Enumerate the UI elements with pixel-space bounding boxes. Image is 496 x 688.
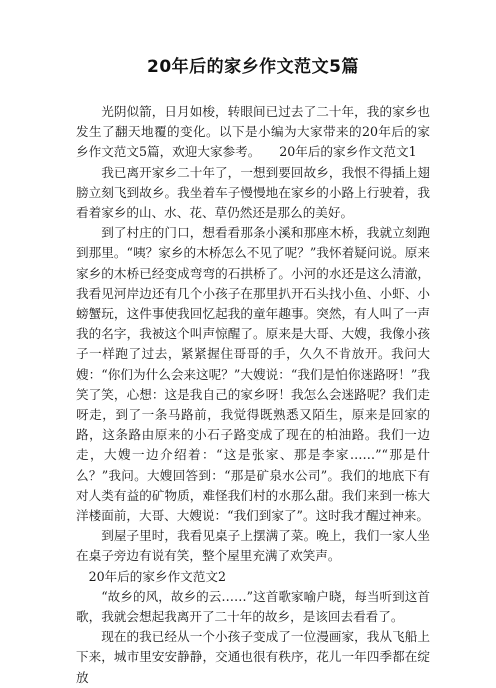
paragraph: 到屋子里时，我看见桌子上摆满了菜。晚上，我们一家人坐在桌子旁边有说有笑，整个屋里充满了欢笑声。 (76, 528, 430, 564)
document-body (76, 102, 430, 688)
paragraph: 我已离开家乡二十年了，一想到要回故乡，我恨不得插上翅膀立刻飞到故乡。我坐着车子慢慢地在家乡的小路上行驶着，我看着家乡的山、水、花、草仍然还是那么的美好。 (76, 164, 430, 221)
section-heading: 20年后的家乡作文范文2 (88, 568, 226, 584)
paragraph: 现在的我已经从一个小孩子变成了一位漫画家，我从飞船上下来，城市里安安静静，交通也很有秩序，花儿一年四季都在绽放 (76, 629, 430, 685)
document-title: 20年后的家乡作文范文5篇 (147, 57, 359, 77)
paragraph-intro: 光阴似箭，日月如梭，转眼间已过去了二十年，我的家乡也发生了翻天地覆的变化。以下是小编为大家带来的20年后的家乡作文范文5篇，欢迎大家参考。 20年后的家乡作文范文1 (76, 104, 430, 160)
paragraph: “故乡的风，故乡的云……”这首歌家喻户晓，每当听到这首歌，我就会想起我离开了二十年的故乡，是该回去看看了。 (76, 588, 430, 625)
paragraph: 到了村庄的门口，想看看那条小溪和那座木桥，我就立刻跑到那里。“咦？家乡的木桥怎么不见了呢？”我怀着疑问说。原来家乡的木桥已经变成弯弯的石拱桥了。小河的水还是这么清澈，我看见河岸边还有几个小孩子在那里扒开石头找小鱼、小虾、小螃蟹玩，这件事使我回忆起我的童年趣事。突然，有人叫了一声我的名字，我被这个叫声惊醒了。原来是大哥、大嫂，我像小孩子一样跑了过去，紧紧握住哥哥的手，久久不肯放开。我问大嫂：“你们为什么会来这呢？”大嫂说：“我们是怕你迷路呀！”我笑了笑，心想：这是我自己的家乡呀！我怎么会迷路呢？我们走呀走，到了一条马路前，我觉得既熟悉又陌生，原来是回家的路，这条路由原来的小石子路变成了现在的柏油路。我们一边走，大嫂一边介绍着：“这是张家、那是李家……”“那是什么？”我问。大嫂回答到：“那是矿泉水公司”。我们的地底下有对人类有益的矿物质，难怪我们村的水那么甜。我们来到一栋大洋楼面前，大哥、大嫂说：“我们到家了”。这时我才醒过神来。 (76, 225, 430, 524)
